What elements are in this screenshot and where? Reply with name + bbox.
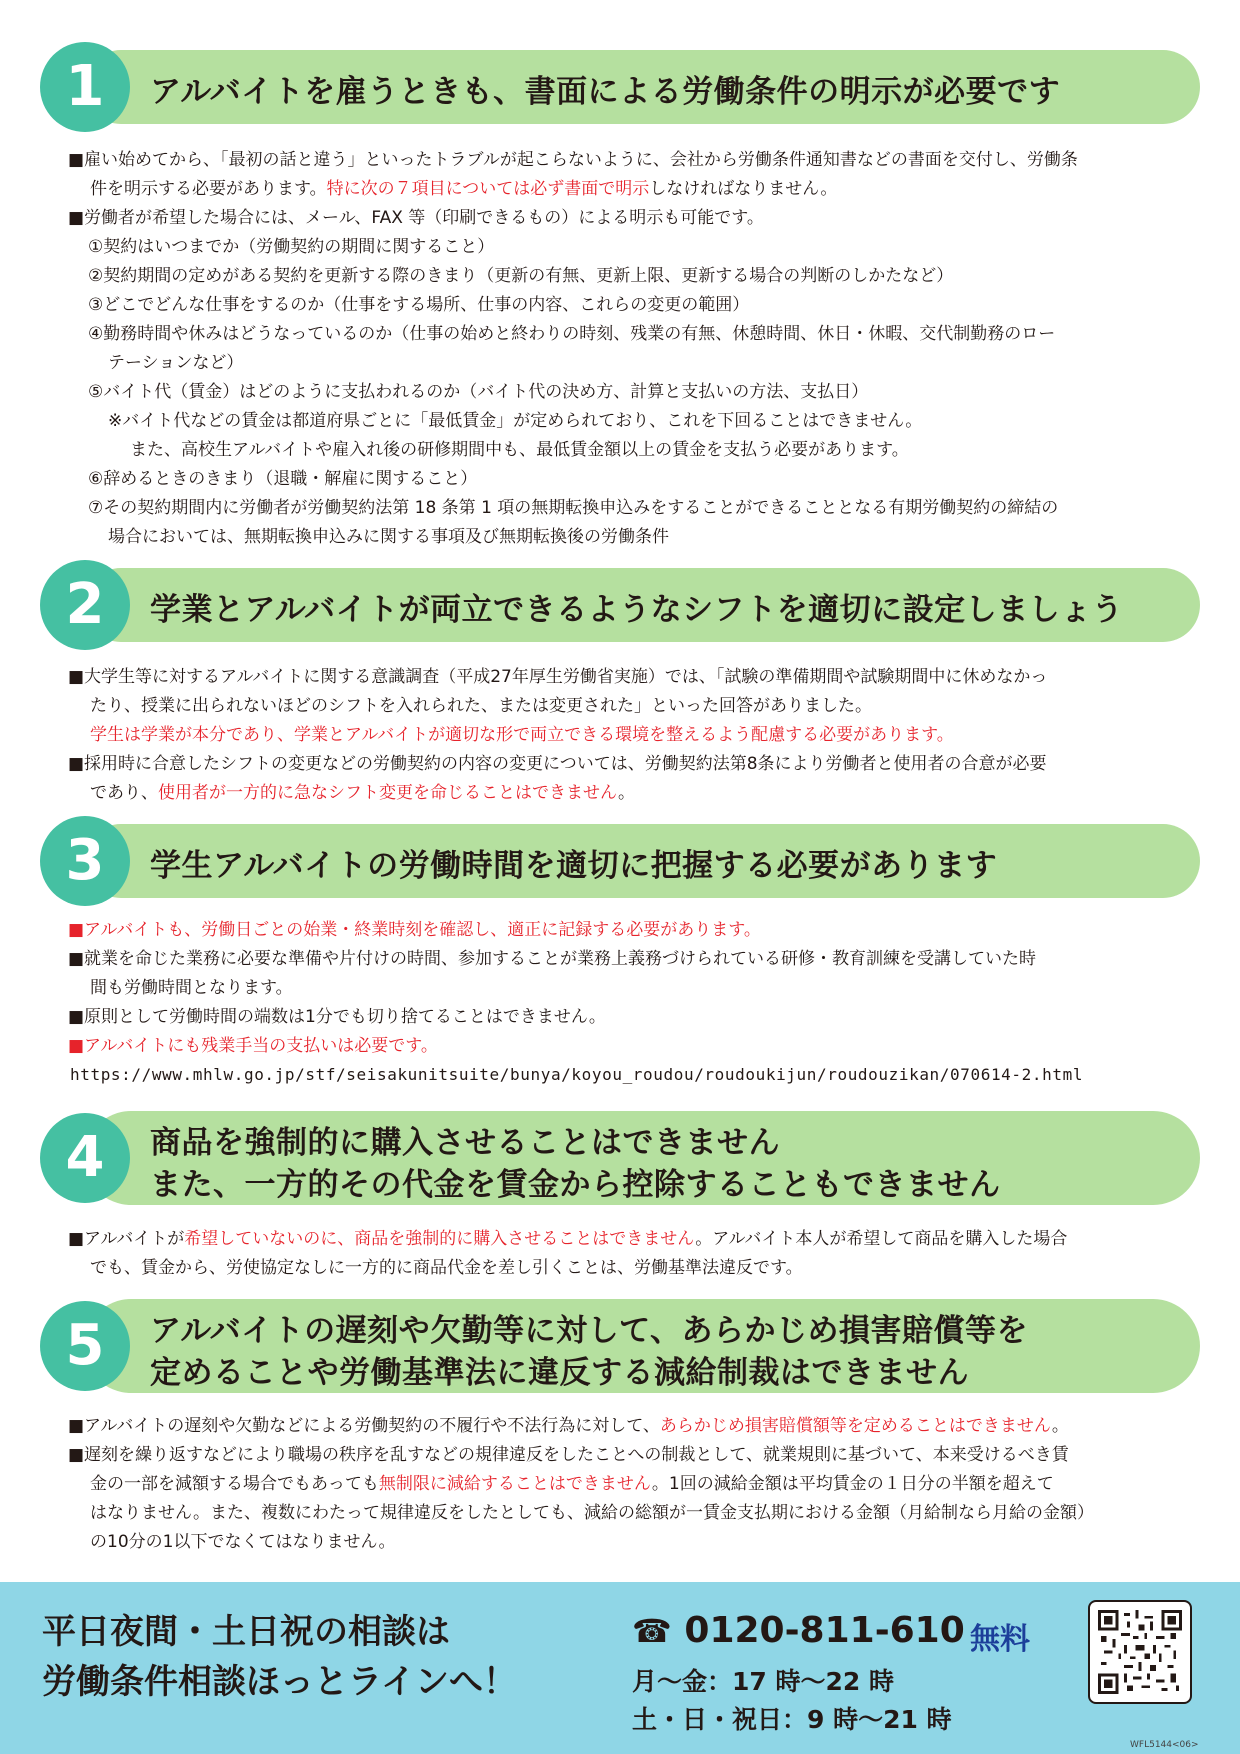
emphasis-text: 特に次の７項目については必ず書面で明示 — [326, 179, 650, 199]
section-title: アルバイトを雇うときも、書面による労働条件の明示が必要です — [150, 74, 1061, 110]
paragraph: ■遅刻を繰り返すなどにより職場の秩序を乱すなどの規律違反をしたことへの制裁として、就業規則に基づいて、本来受けるべき賃 — [68, 1445, 1069, 1465]
list-item: ①契約はいつまでか（労働契約の期間に関すること） — [88, 237, 495, 257]
paragraph: はなりません。また、複数にわたって規律違反をしたとしても、減給の総額が一賃金支払期における金額（月給制なら月給の金額） — [90, 1503, 1095, 1523]
weekday-hours: 月～金：17 時～22 時 — [632, 1667, 894, 1696]
section-title: 学業とアルバイトが両立できるようなシフトを適切に設定しましょう — [150, 592, 1124, 628]
section-number: 1 — [40, 42, 130, 132]
free-call-label: 無料 — [970, 1622, 1030, 1657]
text: 。アルバイト本人が希望して商品を購入した場合 — [695, 1229, 1068, 1249]
paragraph: ■労働者が希望した場合には、メール、FAX 等（印刷できるもの）による明示も可能です。 — [68, 208, 764, 228]
weekend-hours: 土・日・祝日：9 時～21 時 — [632, 1705, 952, 1734]
section-3-header — [40, 816, 1200, 906]
emphasis-text: 希望していないのに、商品を強制的に購入させることはできません — [184, 1229, 696, 1249]
paragraph: でも、賃金から、労使協定なしに一方的に商品代金を差し引くことは、労働基準法違反です。 — [90, 1258, 803, 1278]
section-4-header — [40, 1103, 1200, 1213]
phone-number: 0120-811-610 — [684, 1610, 965, 1651]
paragraph — [90, 1470, 1054, 1498]
section-title-line-1: 商品を強制的に購入させることはできません — [150, 1125, 780, 1161]
list-item: ④勤務時間や休みはどうなっているのか（仕事の始めと終わりの時刻、残業の有無、休憩時間、休日・休暇、交代制勤務のロー — [88, 324, 1056, 344]
list-item-cont: テーションなど） — [108, 353, 244, 373]
paragraph: の10分の1以下でなくてはなりません。 — [90, 1532, 396, 1552]
paragraph — [68, 1412, 1069, 1440]
note: ※バイト代などの賃金は都道府県ごとに「最低賃金」が定められており、これを下回ることはできません。 — [108, 411, 923, 431]
list-item: ②契約期間の定めがある契約を更新する際のきまり（更新の有無、更新上限、更新する場合の判断のしかたなど） — [88, 266, 954, 286]
paragraph — [90, 175, 837, 203]
footer-title-line-1: 平日夜間・土日祝の相談は — [42, 1612, 450, 1652]
qr-code-image — [1098, 1610, 1182, 1694]
hotline-phone[interactable] — [632, 1610, 965, 1651]
text: 。 — [1051, 1416, 1069, 1436]
emphasis-text: あらかじめ損害賠償額等を定めることはできません — [659, 1416, 1052, 1436]
text: であり、 — [90, 783, 158, 803]
section-number: 4 — [40, 1113, 130, 1203]
section-title-line-2: また、一方的その代金を賃金から控除することもできません — [150, 1167, 1001, 1203]
section-title: 学生アルバイトの労働時間を適切に把握する必要があります — [150, 848, 998, 884]
paragraph: ■大学生等に対するアルバイトに関する意識調査（平成27年厚生労働省実施）では、「試験の準備期間や試験期間中に休めなかっ — [68, 667, 1048, 687]
paragraph: ■就業を命じた業務に必要な準備や片付けの時間、参加することが業務上義務づけられている研修・教育訓練を受講していた時 — [68, 949, 1037, 969]
paragraph — [90, 779, 635, 807]
paragraph: たり、授業に出られないほどのシフトを入れられた、または変更された」といった回答がありました。 — [90, 696, 872, 716]
emphasis-text: 使用者が一方的に急なシフト変更を命じることはできません — [158, 783, 619, 803]
section-title-line-2: 定めることや労働基準法に違反する減給制裁はできません — [150, 1355, 969, 1391]
section-title-line-1: アルバイトの遅刻や欠勤等に対して、あらかじめ損害賠償等を — [150, 1313, 1028, 1349]
qr-code[interactable] — [1088, 1600, 1192, 1704]
text: 件を明示する必要があります。 — [90, 179, 327, 199]
paragraph: ■雇い始めてから、「最初の話と違う」といったトラブルが起こらないように、会社から労働条件通知書などの書面を交付し、労働条 — [68, 150, 1078, 170]
emphasis-text: 学生は学業が本分であり、学業とアルバイトが適切な形で両立できる環境を整えるよう配慮する必要があります。 — [90, 725, 954, 745]
section-1-header — [40, 42, 1200, 132]
text: ■アルバイトの遅刻や欠勤などによる労働契約の不履行や不法行為に対して、 — [68, 1416, 660, 1436]
list-item-cont: 場合においては、無期転換申込みに関する事項及び無期転換後の労働条件 — [108, 527, 669, 547]
list-item: ⑦その契約期間内に労働者が労働契約法第 18 条第 1 項の無期転換申込みをすることができることとなる有期労働契約の締結の — [88, 498, 1059, 518]
section-number: 5 — [40, 1301, 130, 1391]
document-code: WFL5144<06> — [1130, 1740, 1199, 1750]
text: 金の一部を減額する場合でもあっても — [90, 1474, 379, 1494]
list-item: ③どこでどんな仕事をするのか（仕事をする場所、仕事の内容、これらの変更の範囲） — [88, 295, 750, 315]
text: ■アルバイトが — [68, 1229, 185, 1249]
section-2-header — [40, 560, 1200, 650]
emphasis-text: ■アルバイトにも残業手当の支払いは必要です。 — [68, 1036, 438, 1056]
list-item: ⑤バイト代（賃金）はどのように支払われるのか（バイト代の決め方、計算と支払いの方法、支払日） — [88, 382, 869, 402]
reference-link[interactable]: https://www.mhlw.go.jp/stf/seisakunitsuite/bunya/koyou_roudou/roudoukijun/roudouzikan/070614-2.html — [70, 1065, 1084, 1084]
text: 。 — [618, 783, 636, 803]
text: しなければなりません。 — [649, 179, 838, 199]
emphasis-text: ■アルバイトも、労働日ごとの始業・終業時刻を確認し、適正に記録する必要があります。 — [68, 920, 761, 940]
footer-banner — [0, 1582, 1240, 1754]
note: また、高校生アルバイトや雇入れ後の研修期間中も、最低賃金額以上の賃金を支払う必要があります。 — [130, 440, 909, 460]
section-number: 2 — [40, 560, 130, 650]
paragraph: 間も労働時間となります。 — [90, 978, 293, 998]
section-5-header — [40, 1291, 1200, 1401]
paragraph — [68, 1225, 1067, 1253]
emphasis-text: 無制限に減給することはできません — [378, 1474, 652, 1494]
phone-icon: ☎ — [632, 1612, 672, 1650]
section-number: 3 — [40, 816, 130, 906]
footer-title-line-2: 労働条件相談ほっとラインへ！ — [42, 1662, 517, 1702]
paragraph: ■原則として労働時間の端数は1分でも切り捨てることはできません。 — [68, 1007, 606, 1027]
list-item: ⑥辞めるときのきまり（退職・解雇に関すること） — [88, 469, 478, 489]
text: 。1回の減給金額は平均賃金の１日分の半額を超えて — [651, 1474, 1054, 1494]
paragraph: ■採用時に合意したシフトの変更などの労働契約の内容の変更については、労働契約法第8条により労働者と使用者の合意が必要 — [68, 754, 1047, 774]
